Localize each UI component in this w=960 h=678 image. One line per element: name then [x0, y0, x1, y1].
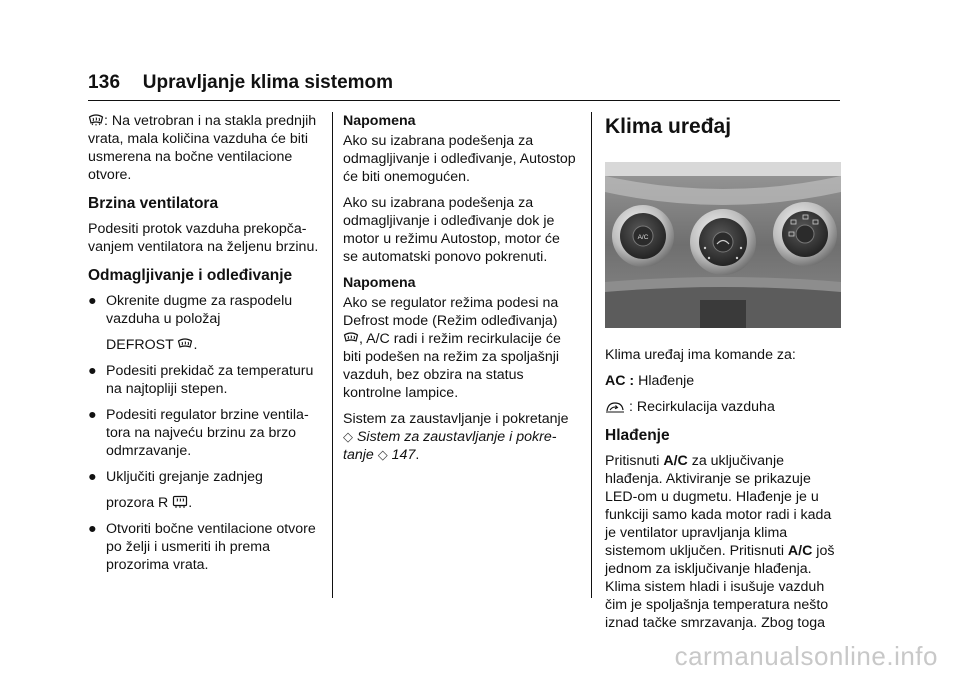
windshield-defrost-icon: [343, 330, 359, 346]
note-text: Ako su izabrana podešenja za odmagljivanje i odleđivanje, Autostop će biti onemogućen.: [343, 133, 576, 185]
note-text: Ako su izabrana podešenja za odmagljivanje i odleđivanje dok je motor u režimu Autostop, motor će se automatski ponovo pokrenuti.: [343, 195, 560, 265]
cooling-heading: Hlađenje: [605, 427, 670, 444]
ac-description: Hlađenje: [638, 373, 695, 389]
list-item-text: Uključiti grejanje zadnjeg: [106, 469, 263, 485]
page-arrow-icon: ◇: [377, 447, 388, 462]
note-text-part: , A/C radi i režim recirkulacije će biti podešen na režim za spoljašnji vazduh, bez obzira na status kontrolne lampice.: [343, 331, 561, 401]
list-item: [88, 520, 320, 574]
reference-arrow-icon: ◇: [343, 429, 353, 444]
bullet-dot: ●: [88, 521, 97, 537]
fan-speed-heading: Brzina ventilatora: [88, 195, 219, 212]
cooling-text-part: još jednom za isključivanje hlađenja. Klima sistem hladi i isušuje vazduh čim je spoljašnja temperatura nešto iznad tačke smrzavanja. Zbog toga: [605, 543, 835, 631]
ac-term: A/C: [663, 453, 688, 469]
recirc-knob: [690, 209, 756, 275]
defrost-label: DEFROST: [106, 337, 174, 353]
defrost-description-text: : Na vetrobran i na stakla prednjih vrata, mala količina vazduha će biti usmerena na bočne ventilacione otvore.: [88, 113, 317, 183]
note-text: [343, 294, 576, 402]
recirc-description: : Recirkulacija vazduha: [628, 399, 775, 415]
xref-page: 147: [391, 447, 416, 463]
defrost-description: [88, 112, 320, 184]
list-item-text: prozora R: [106, 495, 169, 511]
stop-start-link[interactable]: [343, 429, 556, 463]
page-header: [88, 72, 840, 94]
mode-knob: [773, 202, 837, 266]
ac-knob: [612, 205, 674, 267]
note-text-part: Ako se regulator režima podesi na Defrost mode (Režim odleđivanja): [343, 295, 559, 329]
rear-window-defrost-icon: [172, 494, 188, 510]
cooling-text-part: Pritisnuti: [605, 453, 664, 469]
section-heading: Klima uređaj: [605, 115, 732, 138]
controls-intro: Klima uređaj ima komande za:: [605, 347, 796, 363]
climate-panel-image: [605, 162, 841, 328]
list-item-text: Podesiti regulator brzine ventila-tora na najveću brzinu za brzo odmrzavanje.: [106, 407, 309, 459]
page-number: 136: [88, 72, 121, 93]
column-right-body: [605, 346, 841, 640]
xref-text: Sistem za zaustavljanje i pokre-tanje: [343, 429, 557, 463]
xref-period: .: [415, 447, 420, 463]
stop-start-text: Sistem za zaustavljanje i pokretanje: [343, 411, 569, 427]
climate-control-photo: [605, 162, 841, 328]
list-item-text: Podesiti prekidač za temperaturu na najtopliji stepen.: [106, 363, 314, 397]
list-item-text: Otvoriti bočne ventilacione otvore po želji i usmeriti ih prema prozorima vrata.: [106, 521, 316, 573]
bullet-dot: ●: [88, 469, 97, 485]
bullet-dot: ●: [88, 363, 97, 379]
cooling-text: [605, 452, 841, 632]
page-title: Upravljanje klima sistemom: [142, 72, 394, 93]
ac-control-line: [605, 372, 841, 390]
fan-speed-text: Podesiti protok vazduha prekopča-vanjem ventilatora na željenu brzinu.: [88, 221, 319, 255]
column-divider: [332, 112, 333, 598]
list-item: [88, 362, 320, 398]
cooling-text-part: za uključivanje hlađenja. Aktiviranje se prikazuje LED-om u dugmetu. Hlađenje je u funkciji samo kada motor radi i kada je ventilator upravljanja klima sistemom uključen. Pritisnuti: [605, 453, 832, 559]
windshield-defrost-icon: [88, 112, 104, 128]
note-heading: Napomena: [343, 275, 416, 291]
bullet-dot: ●: [88, 293, 97, 309]
column-middle: [343, 112, 576, 472]
column-left: [88, 112, 320, 582]
recirc-control-line: [605, 398, 841, 416]
note-heading: Napomena: [343, 113, 416, 129]
ac-label: AC :: [605, 373, 635, 389]
stop-start-reference: [343, 410, 576, 464]
list-item: [88, 406, 320, 460]
list-item-text: Okrenite dugme za raspodelu vazduha u položaj: [106, 293, 293, 327]
recirculation-icon: [605, 400, 625, 414]
defog-heading: Odmagljivanje i odleđivanje: [88, 267, 293, 284]
column-right: [605, 112, 841, 140]
windshield-defrost-icon: [177, 336, 193, 352]
header-rule: [88, 100, 840, 101]
watermark: carmanualsonline.info: [674, 641, 938, 671]
photo-ac-label: A/C: [637, 234, 649, 241]
column-divider: [591, 112, 592, 598]
list-item: ● Okrenite dugme za raspodelu vazduha u položaj DEFROST .: [88, 293, 293, 353]
list-item: ● Uključiti grejanje zadnjeg prozora R .: [88, 469, 263, 511]
bullet-dot: ●: [88, 407, 97, 423]
ac-term: A/C: [787, 543, 813, 559]
